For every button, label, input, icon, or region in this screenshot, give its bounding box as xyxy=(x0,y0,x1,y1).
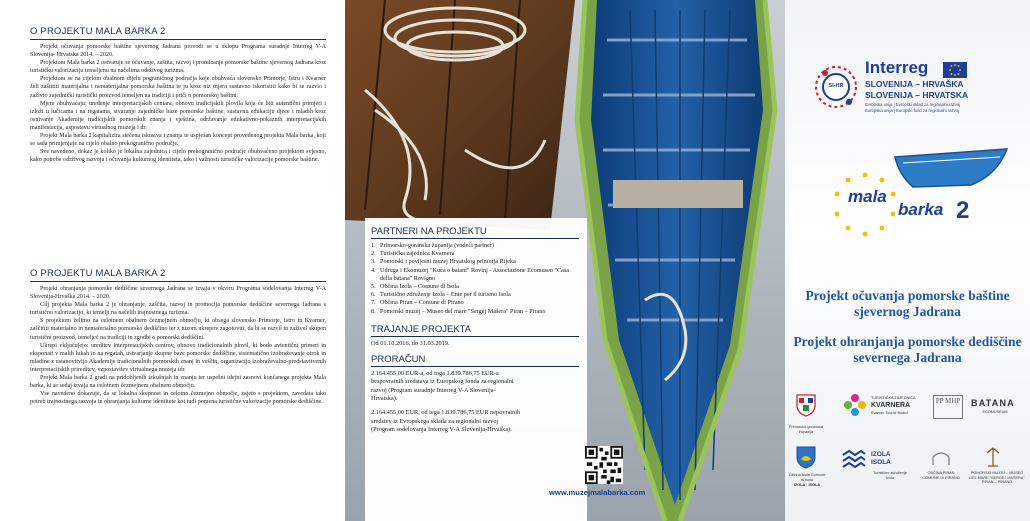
interreg-small1: Evropska unija | Evropski sklad za regionalni razvoj xyxy=(865,102,961,107)
piran-caption: OBČINA PIRAN COMUNE DI PIRANO xyxy=(922,471,960,480)
batana-logo: BATANA xyxy=(971,398,1015,408)
tzi-waves-icon xyxy=(841,449,867,469)
title-hr: Projekt očuvanja pomorske baštine sjevernog Jadrana xyxy=(805,288,1010,319)
partner-item: 5. Občina Izola – Comune di Isola xyxy=(371,283,459,291)
piran-arch-icon xyxy=(931,449,951,467)
interreg-line2: SLOVENIJA – HRVATSKA xyxy=(865,90,969,100)
logo-num: 2 xyxy=(956,197,970,224)
kvarner-top: TURISTIČKA ZAJEDNICA xyxy=(871,396,916,400)
partner-item: 2. Turistička zajednica Kvarnera xyxy=(371,250,455,258)
para-hr-3: Projektom se na cijelom obalnom dijelu pograničnog područja koje obuhvaća slovensko Primorje, Istru i Kvarner želi zaštititi materijalna i nematerijalna pomorska baština te ju kroz niz mjera sustavno iskoristiti kako bi se razvio i zaživio zajednički turistički proizvod temeljen na tradiciji i priči o pomorskoj baštini. xyxy=(30,76,326,99)
para-hr-4: Mjere obuhvaćaju: uređenje interpretacijskih centara, obnovu tradicijskih plovila koja će biti autentični primjeri i izloži u lučicama i na regatama, stvaranje zajedničke baze pomorske baštine, sustavnu edukaciju djece i mladih kroz osnivanje Akademije tradicijskih pomorskih znanja i vještina, održavanje edukativno-pokaznih interpretacijskih manifestacija, uspostavu virtualnog muzeja i dr. xyxy=(30,100,326,131)
eu-flag-icon xyxy=(943,62,967,78)
interreg-small2: Europska unija | Europski fond za regionalni razvoj xyxy=(865,108,959,113)
tzi-name: IZOLA ISOLA xyxy=(871,451,891,466)
pgz-caption: Primorsko-goranska županija xyxy=(789,425,823,434)
section-hr xyxy=(30,26,326,164)
partner-logos-row-1 xyxy=(785,393,1030,443)
izola-caption: Občina Izola Comune di Isola xyxy=(788,473,826,482)
para-sl-2: Cilj projekta Mala barka 2 je ohranjanje, zaščita, razvoj in promocija pomorske dediščine severnega Jadrana s turistično valorizacijo, ki temelji na načelih trajnostnega turizma. xyxy=(30,302,326,317)
museo-mast-icon xyxy=(985,447,1001,467)
partner-item: 3. Pomorski i povijesni muzej Hrvatskog primorja Rijeka xyxy=(371,258,516,266)
para-sl-1: Projekt ohranjanja pomorske dediščine severnega Jadrana se izvaja v okviru Programa sodelovanja Interreg V-A Slovenija-Hrvaška 2014. – 2020. xyxy=(30,286,326,301)
logo-barka: barka xyxy=(898,200,944,219)
project-info-box xyxy=(365,218,646,521)
kvarner-flower-icon xyxy=(843,393,867,417)
museo-caption: POMORSKI MUZEJ – MUSEO DEL MARE "SERGEJ MAŠERA" PIRAN – PIRANO xyxy=(969,471,1025,484)
budget-sl: 2.164.455,00 EUR, od tega 1.839.786,75 EUR nepovratnih sredstev iz Evropskega sklada za regionalni razvoj (Program sodelovanja Interreg V-A Slovenija-Hrvaška). xyxy=(371,409,521,433)
para-sl-3: S projektom želimo na celotnem obalnem čezmejnem območju, ki obsega slovensko Primorje, Istro in Kvarner, zaščititi materialno in nematerialno pomorsko dediščino ter z nizom ukrepov zagotoviti, da bi se razvil in zaživel skupen turistični proizvod, temelječ na tradiciji in zgodbi o pomorski dediščini. xyxy=(30,318,326,341)
logo-mala: mala xyxy=(848,187,887,206)
pgz-coat-of-arms-icon xyxy=(795,393,817,417)
kvarner-name: KVARNERA xyxy=(871,402,911,409)
boat-logo-icon xyxy=(885,145,1015,195)
section-sl xyxy=(30,268,326,406)
duration-title: TRAJANJE PROJEKTA xyxy=(371,324,579,337)
partner-item: 6. Turistično združenje Izola – Ente per il turismo Isola xyxy=(371,291,511,299)
partners-list xyxy=(371,242,579,316)
kvarner-sub: Kvarner Tourist Board xyxy=(871,411,908,415)
middle-panel xyxy=(345,0,785,521)
partner-item: 1. Primorsko-goranska županija (vodeći partner) xyxy=(371,242,494,249)
budget-hr: 2.164.455,00 EUR-a, od toga 1.839.786,75 EUR-a bespovratnih sredstava iz Europskog fonda za regionalni razvoj (Program suradnje Interreg V-A Slovenija-Hrvatska). xyxy=(371,370,514,403)
para-sl-5: Projekt Mala barka 2 gradi na pridobljenih izkušnjah in znanju ter uspešni idejni zasnovi končanega projekta Mala barka, ki se sedaj izvaja na celotnem čezmejnem obalnem območju. xyxy=(30,375,326,390)
tzi-sub: Turistično združenje Izola xyxy=(873,471,907,480)
interreg-logo xyxy=(813,58,1023,128)
title-sl: Projekt ohranjanja pomorske dediščine severnega Jadrana xyxy=(793,334,1022,365)
left-panel xyxy=(0,0,345,521)
website-link[interactable]: www.muzejmalabarka.com xyxy=(549,488,646,497)
partner-item: 7. Občina Piran – Comune di Pirano xyxy=(371,299,464,307)
budget-title: PRORAČUN xyxy=(371,354,579,367)
izola-coat-of-arms-icon xyxy=(795,445,817,469)
para-hr-6: Sve navedeno, dokaz je koliko je lokalna zajednica i cijelo prekogranično područje obuhvaćeno projektom svjesno, kako potrebe održivog razvoja i očuvanja kulturnog identiteta, tako i važnosti turističke valorizacije pomorske baštine. xyxy=(30,149,326,164)
qr-code xyxy=(585,446,623,484)
para-hr-2: Projektom Mala barka 2 ostvaruje se očuvanje, zaštita, razvoj i promicanje pomorske baštine sjevernog Jadrana kroz turističku valorizaciju temeljenu na načelima održivog turizma. xyxy=(30,60,326,75)
izola-short: IZOLA · ISOLA xyxy=(793,483,821,487)
right-panel xyxy=(785,0,1030,521)
interreg-brand: Interreg xyxy=(865,58,929,77)
para-hr-5: Projekt Mala barka 2 kapitalizira stečena iskustva i znanja te uspješan koncept provedenog projekta Mala barka, koji se sada primjenjuje na cijelo obalno prekogranično područje. xyxy=(30,133,326,148)
si-hr-badge: SI-HR xyxy=(828,83,844,89)
partner-item: 8. Pomorski muzej – Museo del mare "Sergej Mašera" Piran – Pirano xyxy=(371,307,546,315)
interreg-line1: SLOVENIJA – HRVAŠKA xyxy=(865,79,964,89)
partners-title: PARTNERI NA PROJEKTU xyxy=(371,226,579,239)
duration-text: Od 01.10.2016. do 31.03.2019. xyxy=(371,339,450,347)
ppmhp-logo: PP MHP xyxy=(933,395,963,419)
section-title-hr: O PROJEKTU MALA BARKA 2 xyxy=(30,26,326,40)
para-sl-6: Vse navedeno dokazuje, da se lokalna skupnost in celotno čezmejno območje, zajeto s projektom, zavedata tako potreb trajnostnega razvoja in ohranjanja kulturne identitete kot tudi pomena turistične valorizacije pomorske dediščine. xyxy=(30,391,326,406)
para-hr-1: Projekt očuvanja pomorske baštine sjevernog Jadrana provodi se u sklopu Programa suradnje Interreg V-A Slovenija- Hrvatska 2014. – 2020. xyxy=(30,44,326,59)
section-title-sl: O PROJEKTU MALA BARKA 2 xyxy=(30,268,326,282)
partner-logos-row-2 xyxy=(785,445,1030,505)
para-sl-4: Ukrepi vključujejo: ureditev interpretacijskih centrov, obnovo tradicionalnih plovil, ki bodo avtentični primeri in eksponati v malih lukah in na regatah, ustvarjanje skupne baze pomorske dediščine, sistematično izobraževanje otrok in mladine z ustanovitvijo Akademije tradicionalnih pomorskih znanj in veščin, organizacijo izobraževalno-predstavitvenih interpretacijskih prireditev, vzpostavitev virtualnega muzeja idr. xyxy=(30,342,326,373)
batana-sub: ECOMUSEUM xyxy=(982,410,1008,414)
mala-barka-logo xyxy=(830,145,1020,240)
partner-item: 4. Udruga i Ekomuzej "Kuća o batani" Rovinj - Associazione Ecomuseo "Casa della batana" Rovigno xyxy=(371,266,570,282)
